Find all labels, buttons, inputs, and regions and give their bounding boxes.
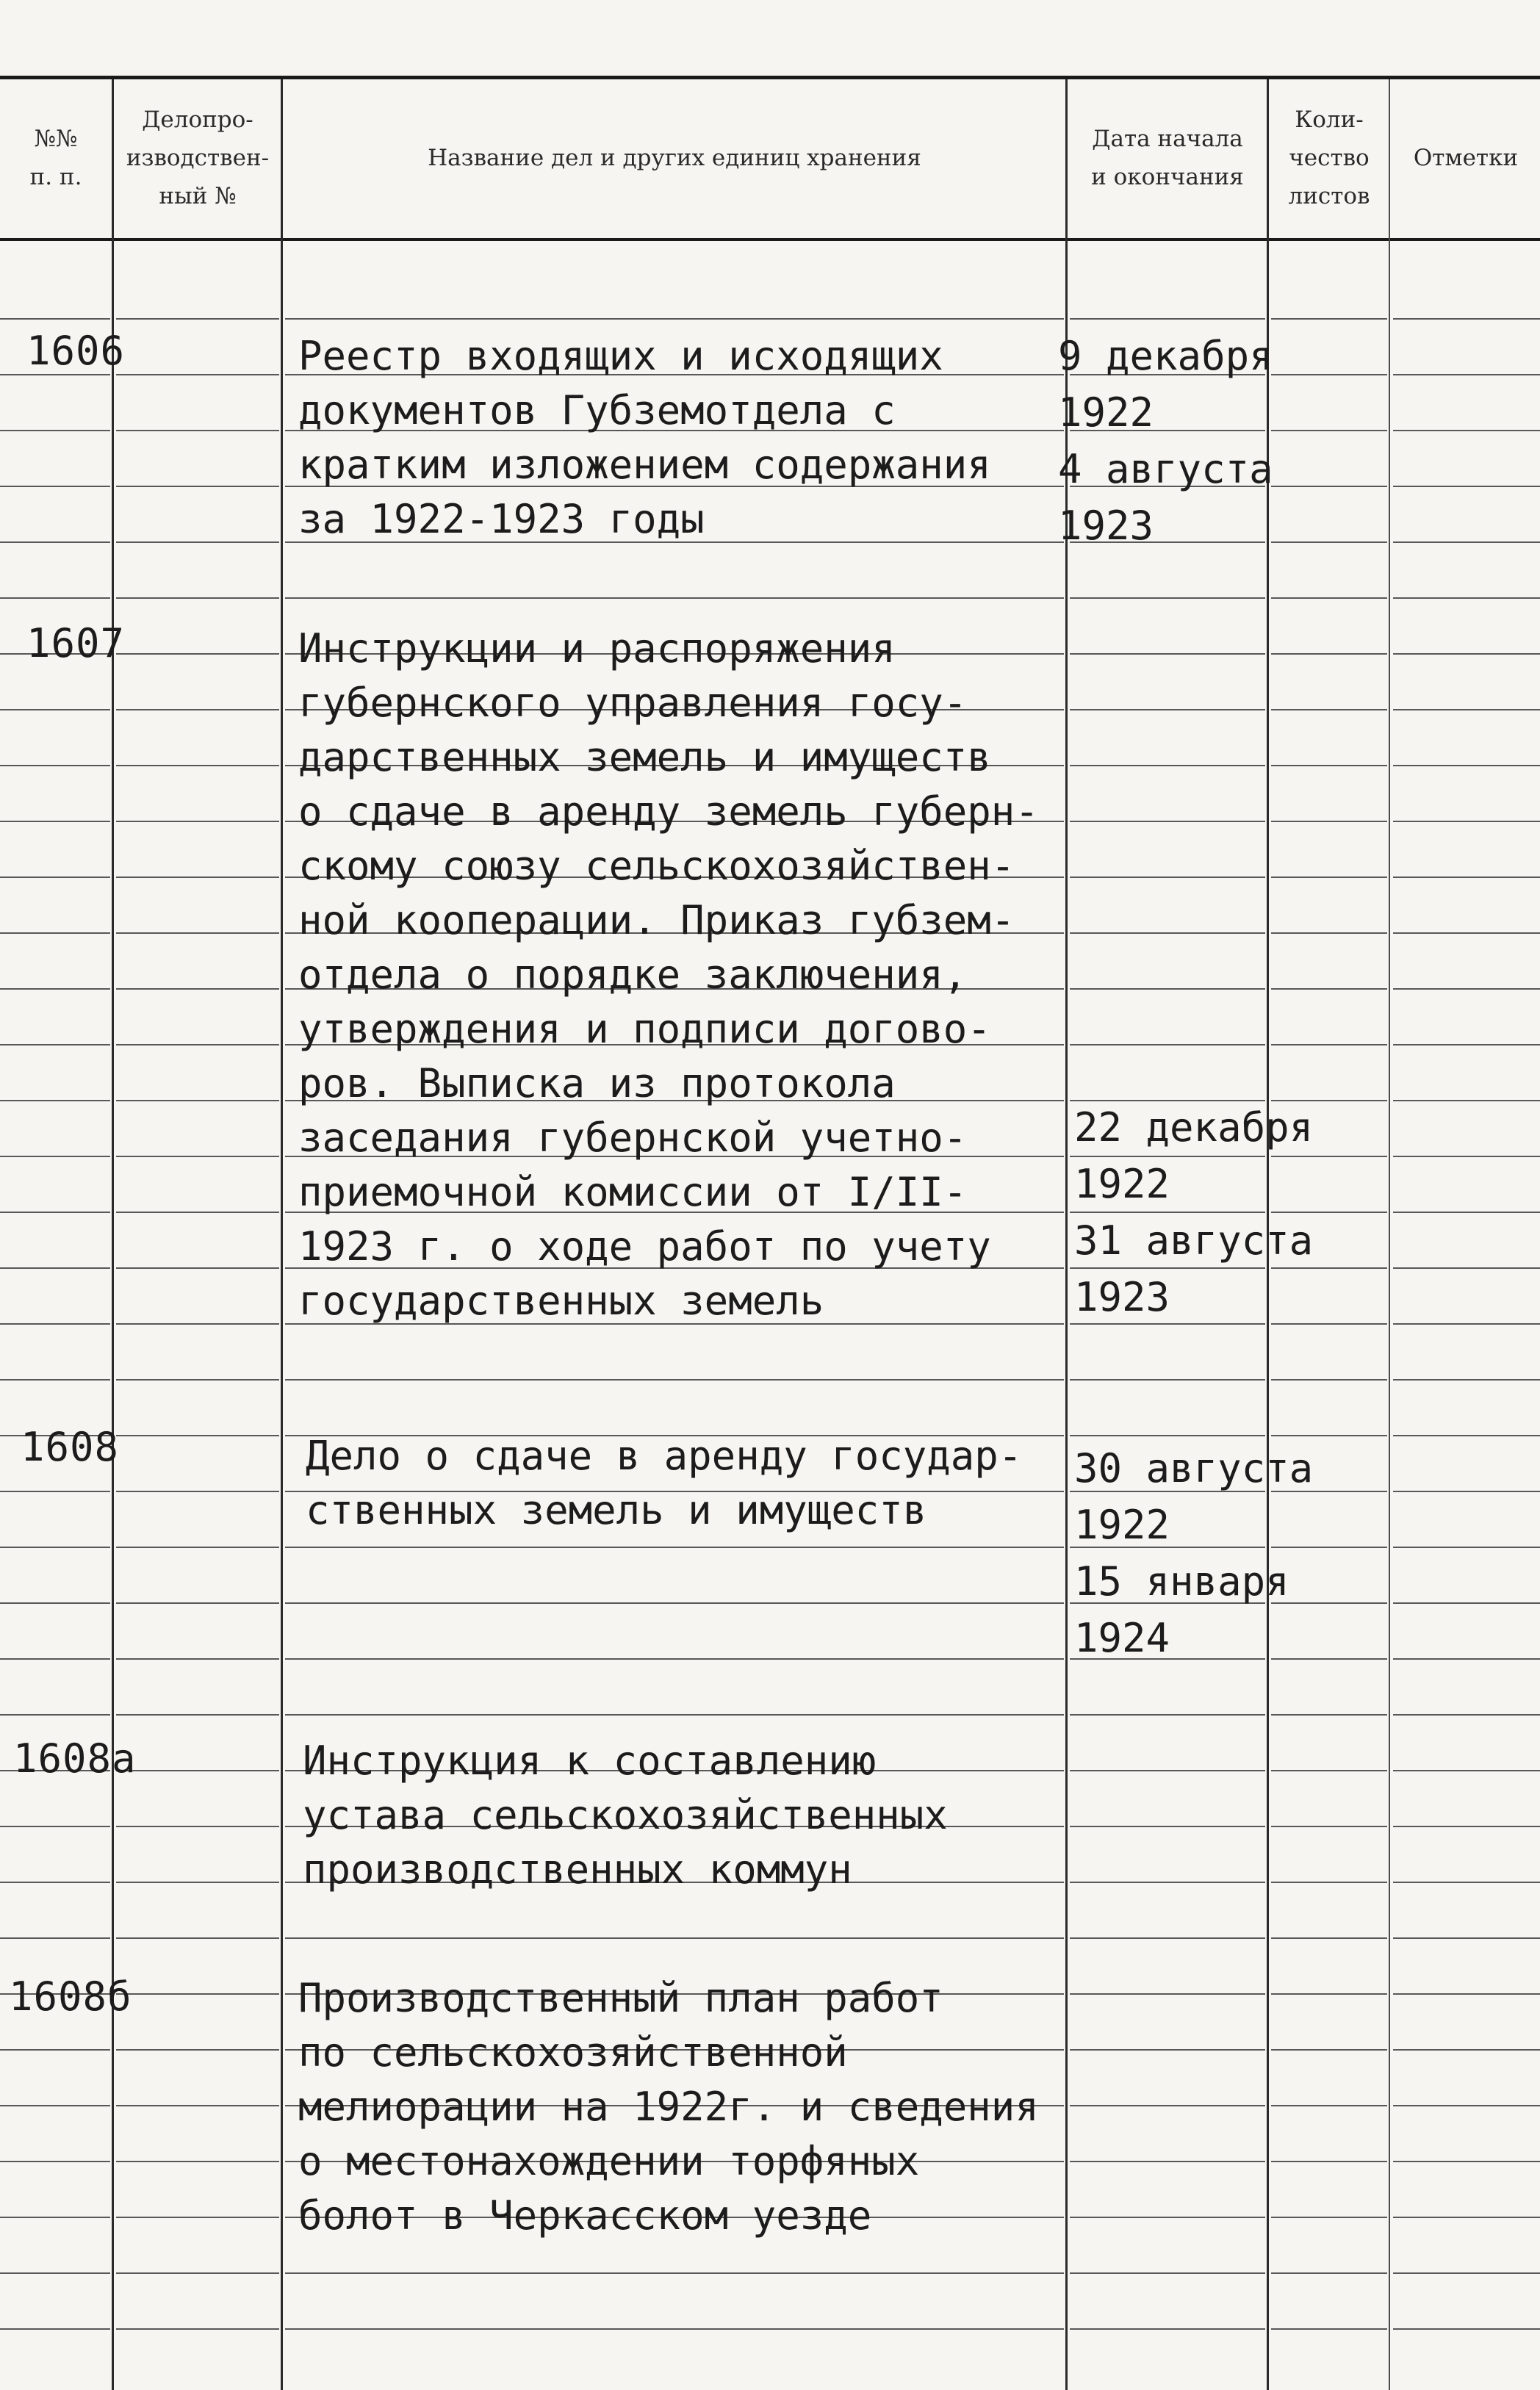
- ruled-line: [116, 1658, 279, 1660]
- ruled-line: [285, 2328, 1064, 2330]
- ruled-line: [1271, 2328, 1387, 2330]
- ruled-line: [0, 932, 110, 934]
- ruled-line: [116, 2049, 279, 2051]
- ruled-line: [0, 1379, 110, 1381]
- entry-dates: [1058, 329, 1273, 555]
- ruled-line: [1393, 2161, 1540, 2162]
- ruled-line: [1271, 821, 1387, 822]
- entry-title-line: болот в Черкасском уезде: [298, 2192, 872, 2239]
- header-col-dates: Дата начала и окончания: [1091, 125, 1244, 190]
- ruled-line: [116, 1714, 279, 1716]
- ruled-line: [1070, 2049, 1265, 2051]
- ruled-line: [116, 1156, 279, 1157]
- ruled-line: [1393, 1212, 1540, 1213]
- ruled-line: [0, 1044, 110, 1045]
- ruled-line: [1271, 988, 1387, 990]
- ruled-line: [1271, 1770, 1387, 1771]
- ruled-line: [1393, 1826, 1540, 1827]
- ruled-line: [1271, 486, 1387, 487]
- ruled-line: [116, 1435, 279, 1436]
- ruled-line: [0, 318, 110, 320]
- ruled-line: [1393, 2049, 1540, 2051]
- ruled-line: [285, 1379, 1064, 1381]
- entry-number: 1607: [26, 620, 126, 666]
- ruled-line: [1070, 765, 1265, 766]
- ruled-line: [1070, 2105, 1265, 2106]
- ruled-line: [285, 1937, 1064, 1939]
- ruled-line: [1271, 1435, 1387, 1436]
- entry-title-line: о сдаче в аренду земель губерн-: [298, 788, 1039, 835]
- entry-number: 1608б: [9, 1973, 132, 2020]
- entry-dates: [1074, 1441, 1313, 1668]
- ruled-line: [1271, 1882, 1387, 1883]
- ruled-line: [0, 1547, 110, 1548]
- ruled-line: [0, 597, 110, 599]
- ruled-line: [0, 1100, 110, 1101]
- ruled-line: [1070, 1379, 1265, 1381]
- ruled-line: [1393, 2217, 1540, 2218]
- header-top-rule: [0, 76, 1540, 79]
- ruled-line: [0, 1267, 110, 1269]
- ruled-line: [1070, 1435, 1265, 1436]
- ruled-line: [116, 2328, 279, 2330]
- ruled-line: [1393, 877, 1540, 878]
- ruled-line: [1271, 1044, 1387, 1045]
- entry-title-line: дарственных земель и имуществ: [298, 734, 991, 780]
- ruled-line: [0, 765, 110, 766]
- entry-title-line: документов Губземотдела с: [298, 387, 896, 433]
- ruled-line: [116, 821, 279, 822]
- ruled-line: [1393, 1435, 1540, 1436]
- ruled-line: [1070, 988, 1265, 990]
- ruled-line: [1393, 821, 1540, 822]
- entry-title-line: губернского управления госу-: [298, 680, 968, 726]
- date-line: 22 декабря: [1074, 1104, 1314, 1151]
- ruled-line: [285, 2272, 1064, 2274]
- ruled-line: [0, 1658, 110, 1660]
- ruled-line: [1070, 653, 1265, 655]
- ruled-line: [1393, 541, 1540, 543]
- entry-number: 1608: [21, 1424, 120, 1470]
- entry-title-line: мелиорации на 1922г. и сведения: [298, 2084, 1039, 2130]
- ruled-line: [1070, 1044, 1265, 1045]
- ruled-line: [1070, 1882, 1265, 1883]
- date-line: 9 декабря: [1058, 333, 1273, 379]
- ruled-line: [1271, 709, 1387, 710]
- entry-number: 1608а: [13, 1735, 137, 1782]
- ruled-line: [0, 1323, 110, 1325]
- date-line: 1922: [1058, 389, 1154, 436]
- ruled-line: [1271, 1937, 1387, 1939]
- entry-title-line: Дело о сдаче в аренду государ-: [306, 1433, 1023, 1479]
- ruled-line: [0, 374, 110, 375]
- entry-title-line: устава сельскохозяйственных: [303, 1792, 948, 1838]
- entry-title-line: Инструкция к составлению: [303, 1738, 877, 1784]
- entry-title-line: государственных земель: [298, 1278, 824, 1324]
- ruled-line: [116, 1323, 279, 1325]
- entry-title-line: отдела о порядке заключения,: [298, 951, 968, 998]
- ruled-line: [1393, 1882, 1540, 1883]
- ruled-line: [1271, 1993, 1387, 1995]
- ruled-line: [0, 430, 110, 431]
- ruled-line: [1070, 2161, 1265, 2162]
- date-line: 30 августа: [1074, 1445, 1314, 1491]
- entry-title-line: производственных коммун: [303, 1846, 852, 1893]
- ruled-line: [116, 1882, 279, 1883]
- ruled-line: [285, 318, 1064, 320]
- date-line: 1923: [1058, 503, 1154, 549]
- ruled-line: [116, 1491, 279, 1492]
- ruled-line: [116, 1547, 279, 1548]
- ruled-line: [1393, 1547, 1540, 1548]
- ruled-line: [116, 1826, 279, 1827]
- ruled-line: [1271, 1826, 1387, 1827]
- entry-title-line: ственных земель и имуществ: [306, 1487, 927, 1533]
- ruled-line: [1271, 1379, 1387, 1381]
- ruled-line: [116, 1602, 279, 1604]
- ruled-line: [1070, 877, 1265, 878]
- ruled-line: [1393, 988, 1540, 990]
- ruled-line: [116, 2105, 279, 2106]
- ruled-line: [116, 318, 279, 320]
- ruled-line: [285, 1714, 1064, 1716]
- ruled-line: [116, 486, 279, 487]
- ruled-line: [1393, 1602, 1540, 1604]
- entry-dates: [1074, 1101, 1313, 1327]
- ruled-line: [1271, 932, 1387, 934]
- ruled-line: [1271, 374, 1387, 375]
- ruled-line: [116, 430, 279, 431]
- ruled-line: [1393, 1044, 1540, 1045]
- ruled-line: [1070, 1714, 1265, 1716]
- header-bottom-rule: [0, 238, 1540, 241]
- ruled-line: [0, 1937, 110, 1939]
- ruled-line: [1393, 1491, 1540, 1492]
- entry-title-line: Инструкции и распоряжения: [298, 625, 896, 672]
- ruled-line: [116, 932, 279, 934]
- ruled-line: [116, 1770, 279, 1771]
- date-line: 31 августа: [1074, 1217, 1314, 1264]
- ruled-line: [1393, 765, 1540, 766]
- header-col-notes: Отметки: [1413, 144, 1519, 171]
- column-divider: [1389, 79, 1390, 2390]
- ruled-line: [116, 597, 279, 599]
- ruled-line: [116, 1044, 279, 1045]
- ruled-line: [1393, 486, 1540, 487]
- ruled-line: [1271, 2105, 1387, 2106]
- ruled-line: [1393, 1267, 1540, 1269]
- header-col-sheets: Коли- чество листов: [1288, 106, 1370, 209]
- ruled-line: [0, 1826, 110, 1827]
- ruled-line: [0, 1212, 110, 1213]
- ruled-line: [116, 1267, 279, 1269]
- ruled-line: [1271, 2161, 1387, 2162]
- entry-title-line: о местонахождении торфяных: [298, 2138, 920, 2184]
- ruled-line: [1393, 430, 1540, 431]
- entry-title: [298, 1971, 1039, 2243]
- date-line: 1922: [1074, 1161, 1170, 1207]
- ruled-line: [0, 2217, 110, 2218]
- ruled-line: [1393, 1658, 1540, 1660]
- ruled-line: [285, 1547, 1064, 1548]
- column-divider: [112, 79, 114, 2390]
- entry-title-line: за 1922-1923 годы: [298, 496, 705, 542]
- date-line: 1924: [1074, 1615, 1170, 1661]
- column-divider: [281, 79, 283, 2390]
- ruled-line: [1070, 821, 1265, 822]
- ruled-line: [285, 1658, 1064, 1660]
- ruled-line: [1393, 653, 1540, 655]
- ruled-line: [1070, 1826, 1265, 1827]
- ruled-line: [0, 877, 110, 878]
- entry-title-line: заседания губернской учетно-: [298, 1115, 968, 1161]
- ruled-line: [0, 2328, 110, 2330]
- entry-title: [306, 1429, 1022, 1538]
- ruled-line: [1393, 1714, 1540, 1716]
- ruled-line: [285, 597, 1064, 599]
- ruled-line: [0, 1882, 110, 1883]
- ruled-line: [1393, 1937, 1540, 1939]
- ruled-line: [0, 2272, 110, 2274]
- ruled-line: [1070, 1937, 1265, 1939]
- entry-title-line: скому союзу сельскохозяйствен-: [298, 843, 1015, 889]
- ruled-line: [1393, 1993, 1540, 1995]
- entry-title: [298, 622, 1039, 1328]
- ruled-line: [116, 2161, 279, 2162]
- ruled-line: [1271, 318, 1387, 320]
- header-col-office-number: Делопро- изводствен- ный №: [126, 106, 270, 209]
- entry-number: 1606: [26, 328, 126, 374]
- ruled-line: [1271, 430, 1387, 431]
- ruled-line: [0, 821, 110, 822]
- ruled-line: [1393, 374, 1540, 375]
- ruled-line: [1393, 1100, 1540, 1101]
- date-line: 15 января: [1074, 1558, 1289, 1605]
- ruled-line: [116, 988, 279, 990]
- ruled-line: [116, 709, 279, 710]
- entry-title-line: по сельскохозяйственной: [298, 2029, 848, 2076]
- ruled-line: [116, 374, 279, 375]
- ruled-line: [1393, 932, 1540, 934]
- ruled-line: [1393, 1379, 1540, 1381]
- ruled-line: [0, 1602, 110, 1604]
- ruled-line: [1070, 2328, 1265, 2330]
- ruled-line: [0, 709, 110, 710]
- ruled-line: [116, 541, 279, 543]
- ruled-line: [116, 2217, 279, 2218]
- ruled-line: [1393, 709, 1540, 710]
- ruled-line: [0, 1156, 110, 1157]
- ruled-line: [1393, 2272, 1540, 2274]
- ruled-line: [1393, 318, 1540, 320]
- ruled-line: [1393, 2328, 1540, 2330]
- ruled-line: [1271, 877, 1387, 878]
- ruled-line: [0, 2161, 110, 2162]
- entry-title: [298, 329, 991, 547]
- ruled-line: [1393, 1770, 1540, 1771]
- ruled-line: [116, 877, 279, 878]
- ruled-line: [1393, 1156, 1540, 1157]
- ruled-line: [1271, 541, 1387, 543]
- entry-title-line: кратким изложением содержания: [298, 442, 991, 488]
- ruled-line: [0, 2049, 110, 2051]
- ruled-line: [116, 1379, 279, 1381]
- ruled-line: [116, 2272, 279, 2274]
- entry-title-line: приемочной комиссии от I/II-: [298, 1169, 968, 1215]
- entry-title: [303, 1734, 948, 1897]
- ruled-line: [1271, 653, 1387, 655]
- date-line: 1922: [1074, 1502, 1170, 1548]
- ruled-line: [1070, 1770, 1265, 1771]
- ruled-line: [1393, 2105, 1540, 2106]
- ruled-line: [116, 765, 279, 766]
- ruled-line: [0, 2105, 110, 2106]
- ruled-line: [1070, 709, 1265, 710]
- ruled-line: [0, 541, 110, 543]
- ruled-line: [1070, 1993, 1265, 1995]
- date-line: 4 августа: [1058, 446, 1273, 492]
- date-line: 1923: [1074, 1274, 1170, 1320]
- ruled-line: [1393, 1323, 1540, 1325]
- ruled-line: [1070, 597, 1265, 599]
- ruled-line: [116, 1100, 279, 1101]
- ruled-line: [1271, 2217, 1387, 2218]
- ruled-line: [1271, 597, 1387, 599]
- ruled-line: [1070, 2217, 1265, 2218]
- ruled-line: [1271, 2049, 1387, 2051]
- ruled-line: [1070, 2272, 1265, 2274]
- ruled-line: [1271, 765, 1387, 766]
- ruled-line: [1393, 597, 1540, 599]
- ruled-line: [116, 1937, 279, 1939]
- ruled-line: [0, 486, 110, 487]
- ruled-line: [0, 1714, 110, 1716]
- ruled-line: [1271, 2272, 1387, 2274]
- entry-title-line: ной кооперации. Приказ губзем-: [298, 897, 1015, 943]
- ruled-line: [0, 988, 110, 990]
- entry-title-line: Реестр входящих и исходящих: [298, 333, 943, 379]
- ruled-line: [1070, 318, 1265, 320]
- ruled-line: [116, 653, 279, 655]
- ruled-line: [0, 1491, 110, 1492]
- ruled-line: [1070, 932, 1265, 934]
- ruled-line: [116, 1993, 279, 1995]
- entry-title-line: утверждения и подписи догово-: [298, 1006, 991, 1052]
- ruled-line: [285, 1602, 1064, 1604]
- header-col-number: №№ п. п.: [29, 125, 82, 190]
- ruled-line: [1271, 1714, 1387, 1716]
- header-col-title: Название дел и других единиц хранения: [428, 144, 921, 171]
- entry-title-line: 1923 г. о ходе работ по учету: [298, 1223, 991, 1270]
- entry-title-line: ров. Выписка из протокола: [298, 1060, 896, 1106]
- entry-title-line: Производственный план работ: [298, 1975, 943, 2021]
- ruled-line: [116, 1212, 279, 1213]
